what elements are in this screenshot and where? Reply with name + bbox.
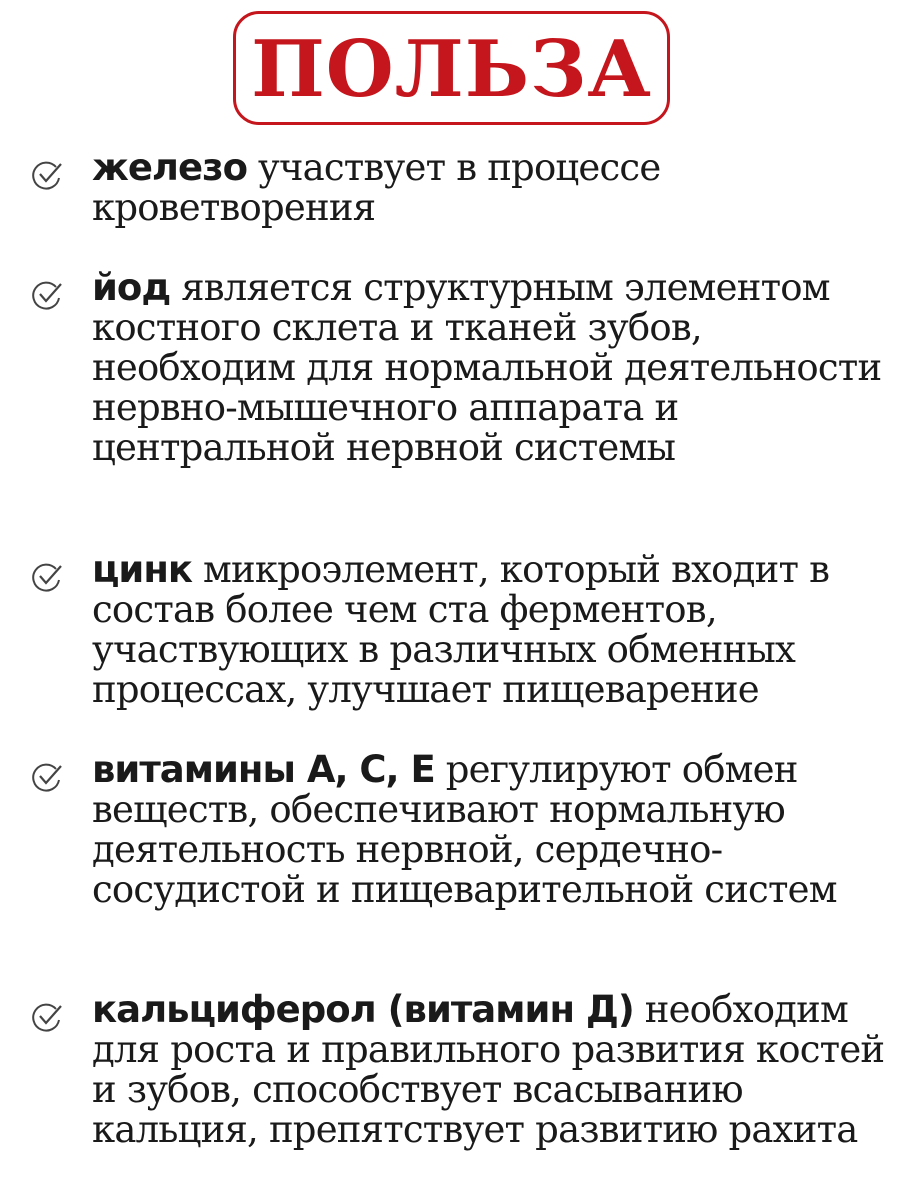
check-circle-icon — [30, 158, 66, 190]
item-term: йод — [92, 266, 171, 309]
item-term: кальциферол (витамин Д) — [92, 988, 634, 1031]
item-term: цинк — [92, 548, 193, 591]
item-description: является структурным элементом костного склета и тканей зубов, необходим для нормальной деятельности нервно-мышечного аппарата и центральной нервной системы — [92, 266, 882, 469]
item-text — [92, 148, 892, 228]
check-circle-icon — [30, 278, 66, 310]
item-text — [92, 268, 892, 468]
item-term: железо — [92, 146, 248, 189]
item-description: регулируют обмен веществ, обеспечивают нормальную деятельность нервной, сердечно-сосудистой и пищеварительной систем — [92, 748, 837, 911]
item-text — [92, 750, 892, 910]
check-circle-icon — [30, 760, 66, 792]
check-circle-icon — [30, 560, 66, 592]
item-text — [92, 990, 892, 1150]
item-text — [92, 550, 892, 710]
item-description: необходим для роста и правильного развития костей и зубов, способствует всасыванию кальция, препятствует развитию рахита — [92, 988, 885, 1151]
item-description: микроэлемент, который входит в состав более чем ста ферментов, участвующих в различных обменных процессах, улучшает пищеварение — [92, 548, 830, 711]
title-frame — [233, 11, 670, 125]
page-title: ПОЛЬЗА — [251, 24, 652, 115]
check-circle-icon — [30, 1000, 66, 1032]
item-term: витамины А, С, Е — [92, 748, 435, 791]
item-description: участвует в процессе кроветворения — [92, 146, 661, 229]
